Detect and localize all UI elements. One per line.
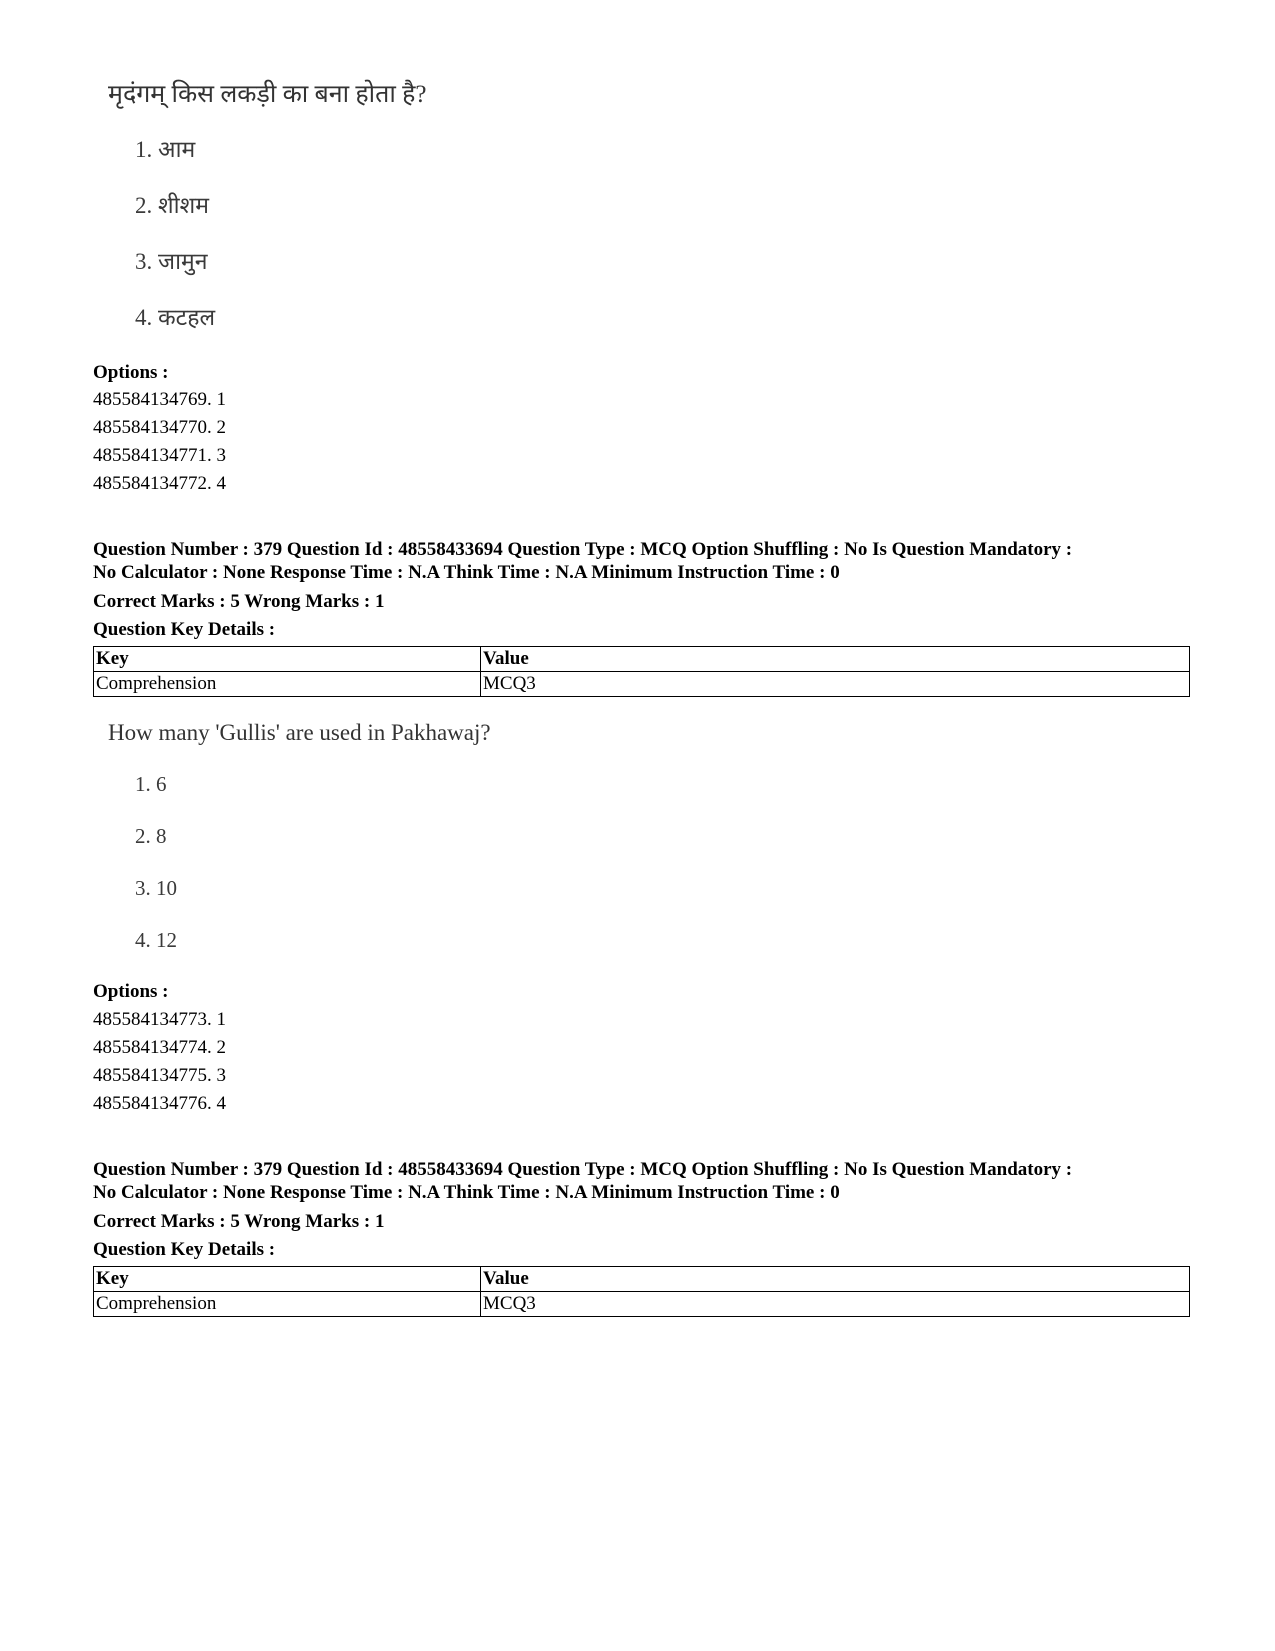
option-id-row: 485584134769. 1 <box>93 389 226 410</box>
question-image-1 <box>108 76 427 330</box>
meta-line-2: No Calculator : None Response Time : N.A Think Time : N.A Minimum Instruction Time : 0 <box>93 562 840 583</box>
question-text: How many 'Gullis' are used in Pakhawaj? <box>108 720 491 745</box>
options-heading: Options : <box>93 362 169 383</box>
choice-1: 1. 6 <box>135 772 167 796</box>
question-meta <box>93 1158 1203 1204</box>
cell-value: MCQ3 <box>481 1292 1190 1317</box>
choice-4: 4. कटहल <box>135 305 216 330</box>
meta-line-1: Question Number : 379 Question Id : 48558433694 Question Type : MCQ Option Shuffling : No Is Question Mandatory : <box>93 539 1073 560</box>
key-details-table <box>93 1266 1190 1317</box>
option-id-row: 485584134770. 2 <box>93 417 226 438</box>
choice-1: 1. आम <box>135 137 196 162</box>
choice-4: 4. 12 <box>135 928 177 952</box>
choice-2: 2. शीशम <box>135 193 209 218</box>
header-key: Key <box>94 1267 481 1292</box>
table-row <box>94 1292 1190 1317</box>
cell-key: Comprehension <box>94 1292 481 1317</box>
question-image-2 <box>108 720 491 952</box>
option-id-row: 485584134775. 3 <box>93 1065 226 1086</box>
choice-3: 3. 10 <box>135 876 177 900</box>
header-key: Key <box>94 647 481 672</box>
key-details-table <box>93 646 1190 697</box>
option-id-row: 485584134771. 3 <box>93 445 226 466</box>
header-value: Value <box>481 1267 1190 1292</box>
options-heading: Options : <box>93 981 169 1002</box>
key-details-heading: Question Key Details : <box>93 1239 276 1260</box>
table-header-row <box>94 647 1190 672</box>
marks-line: Correct Marks : 5 Wrong Marks : 1 <box>93 591 385 612</box>
choice-2: 2. 8 <box>135 824 167 848</box>
table-row <box>94 672 1190 697</box>
option-id-row: 485584134774. 2 <box>93 1037 226 1058</box>
meta-line-1: Question Number : 379 Question Id : 48558433694 Question Type : MCQ Option Shuffling : No Is Question Mandatory : <box>93 1159 1073 1180</box>
option-id-row: 485584134773. 1 <box>93 1009 226 1030</box>
key-details-heading: Question Key Details : <box>93 619 276 640</box>
option-id-row: 485584134772. 4 <box>93 473 226 494</box>
option-id-row: 485584134776. 4 <box>93 1093 226 1114</box>
meta-line-2: No Calculator : None Response Time : N.A Think Time : N.A Minimum Instruction Time : 0 <box>93 1182 840 1203</box>
table-header-row <box>94 1267 1190 1292</box>
choice-3: 3. जामुन <box>135 249 208 274</box>
header-value: Value <box>481 647 1190 672</box>
cell-key: Comprehension <box>94 672 481 697</box>
cell-value: MCQ3 <box>481 672 1190 697</box>
question-meta <box>93 538 1203 584</box>
marks-line: Correct Marks : 5 Wrong Marks : 1 <box>93 1211 385 1232</box>
question-text: मृदंगम् किस लकड़ी का बना होता है? <box>108 81 427 108</box>
